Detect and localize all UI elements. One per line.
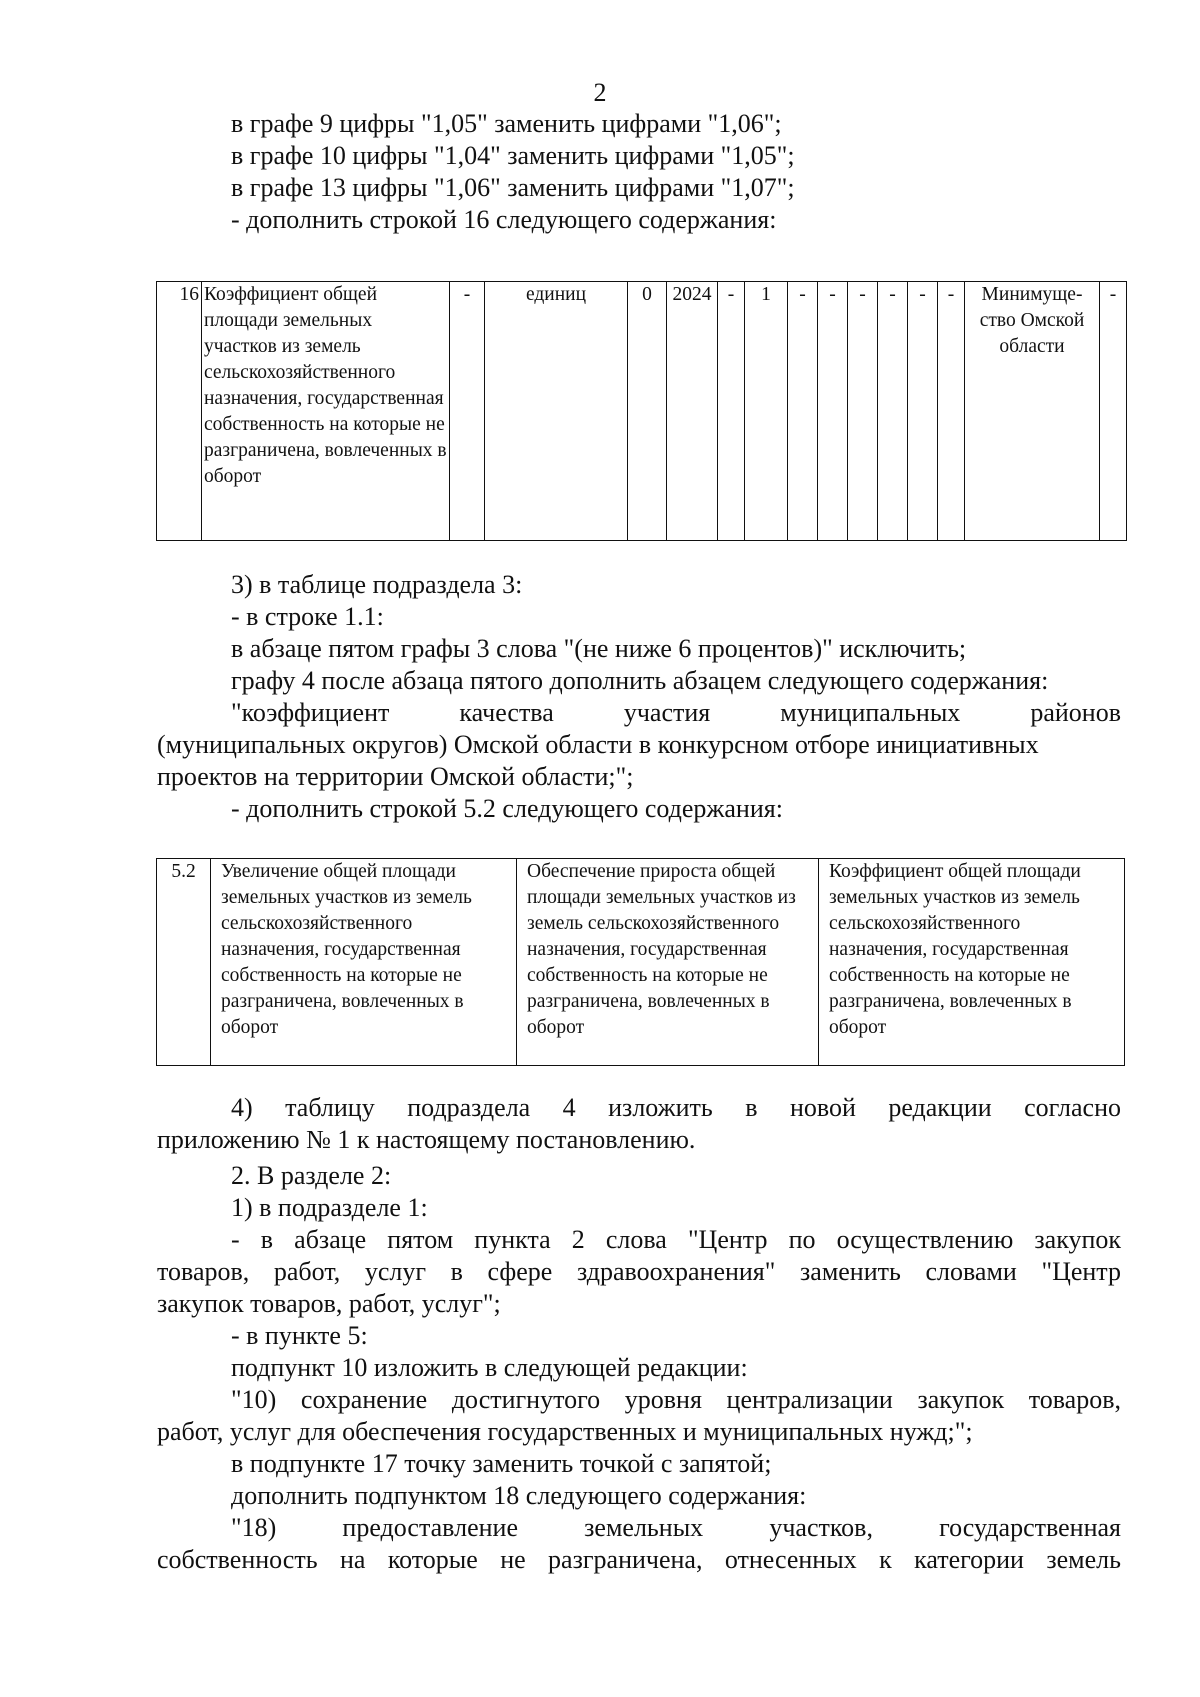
section-4 (157, 1092, 1121, 1156)
cell-unit: единиц (485, 282, 628, 541)
paragraph: "10) сохранение достигнутого уровня централизации закупок товаров, (231, 1385, 1121, 1414)
table-row (157, 859, 1125, 1066)
cell-c8: 1 (745, 282, 788, 541)
amendment-line: в графе 10 цифры "1,04" заменить цифрами "1,05"; (231, 141, 795, 170)
section-heading: 2. В разделе 2: (231, 1161, 392, 1190)
table-row (157, 282, 1127, 541)
cell-base-value: 0 (628, 282, 667, 541)
cell-c3: - (450, 282, 485, 541)
top-amendments (157, 108, 1121, 236)
paragraph: в абзаце пятом графы 3 слова "(не ниже 6 процентов)" исключить; (231, 634, 967, 663)
paragraph: подпункт 10 изложить в следующей редакции: (231, 1353, 748, 1382)
paragraph: - в строке 1.1: (231, 602, 384, 631)
cell-base-year: 2024 (667, 282, 718, 541)
cell-c16: - (1100, 282, 1127, 541)
paragraph: графу 4 после абзаца пятого дополнить абзацем следующего содержания: (231, 666, 1049, 695)
page-number: 2 (593, 78, 607, 107)
paragraph: собственность на которые не разграничена, отнесенных к категории земель (157, 1545, 1121, 1574)
paragraph: 1) в подразделе 1: (231, 1193, 428, 1222)
paragraph: дополнить подпунктом 18 следующего содержания: (231, 1481, 807, 1510)
cell-measure: Обеспечение прироста общей площади земельных участков из земель сельскохозяйственного назначения, государственная собственность на которые не разграничена, вовлеченных в оборот (517, 859, 819, 1066)
cell-responsible: Минимуще-ство Омской области (965, 282, 1100, 541)
cell-task: Увеличение общей площади земельных участков из земель сельскохозяйственного назначения, государственная собственность на которые не разграничена, вовлеченных в оборот (211, 859, 517, 1066)
section-r2 (157, 1160, 1121, 1576)
amendment-line: в графе 9 цифры "1,05" заменить цифрами "1,06"; (231, 109, 782, 138)
paragraph: закупок товаров, работ, услуг"; (157, 1289, 501, 1318)
paragraph: приложению № 1 к настоящему постановлению. (157, 1125, 696, 1154)
cell-c14: - (938, 282, 965, 541)
paragraph: работ, услуг для обеспечения государственных и муниципальных нужд;"; (157, 1417, 973, 1446)
paragraph: в подпункте 17 точку заменить точкой с запятой; (231, 1449, 772, 1478)
cell-c9: - (788, 282, 818, 541)
section-3 (157, 569, 1121, 825)
cell-c10: - (818, 282, 848, 541)
quote-line: "коэффициент качества участия муниципальных районов (231, 698, 1121, 727)
cell-c7: - (718, 282, 745, 541)
cell-indicator: Коэффициент общей площади земельных участков из земель сельскохозяйственного назначения, государственная собственность на которые не разграничена, вовлеченных в оборот (819, 859, 1125, 1066)
table-row-5-2 (156, 858, 1125, 1066)
paragraph: "18) предоставление земельных участков, государственная (231, 1513, 1121, 1542)
paragraph: 4) таблицу подраздела 4 изложить в новой редакции согласно (231, 1093, 1121, 1122)
cell-c12: - (878, 282, 908, 541)
paragraph: - в пункте 5: (231, 1321, 368, 1350)
paragraph: - дополнить строкой 5.2 следующего содержания: (231, 794, 783, 823)
paragraph: - в абзаце пятом пункта 2 слова "Центр по осуществлению закупок (231, 1225, 1121, 1254)
section-heading: 3) в таблице подраздела 3: (231, 570, 523, 599)
cell-num: 16 (157, 282, 202, 541)
quote-line: проектов на территории Омской области;"; (157, 762, 634, 791)
cell-c13: - (908, 282, 938, 541)
table-row-16 (156, 281, 1127, 541)
amendment-line: - дополнить строкой 16 следующего содержания: (231, 205, 777, 234)
quote-line: (муниципальных округов) Омской области в конкурсном отборе инициативных (157, 730, 1039, 759)
cell-num: 5.2 (157, 859, 211, 1066)
amendment-line: в графе 13 цифры "1,06" заменить цифрами "1,07"; (231, 173, 795, 202)
cell-c11: - (848, 282, 878, 541)
cell-indicator-name: Коэффициент общей площади земельных участков из земель сельскохозяйственного назначения, государственная собственность на которые не разграничена, вовлеченных в оборот (202, 282, 450, 541)
paragraph: товаров, работ, услуг в сфере здравоохранения" заменить словами "Центр (157, 1257, 1121, 1286)
